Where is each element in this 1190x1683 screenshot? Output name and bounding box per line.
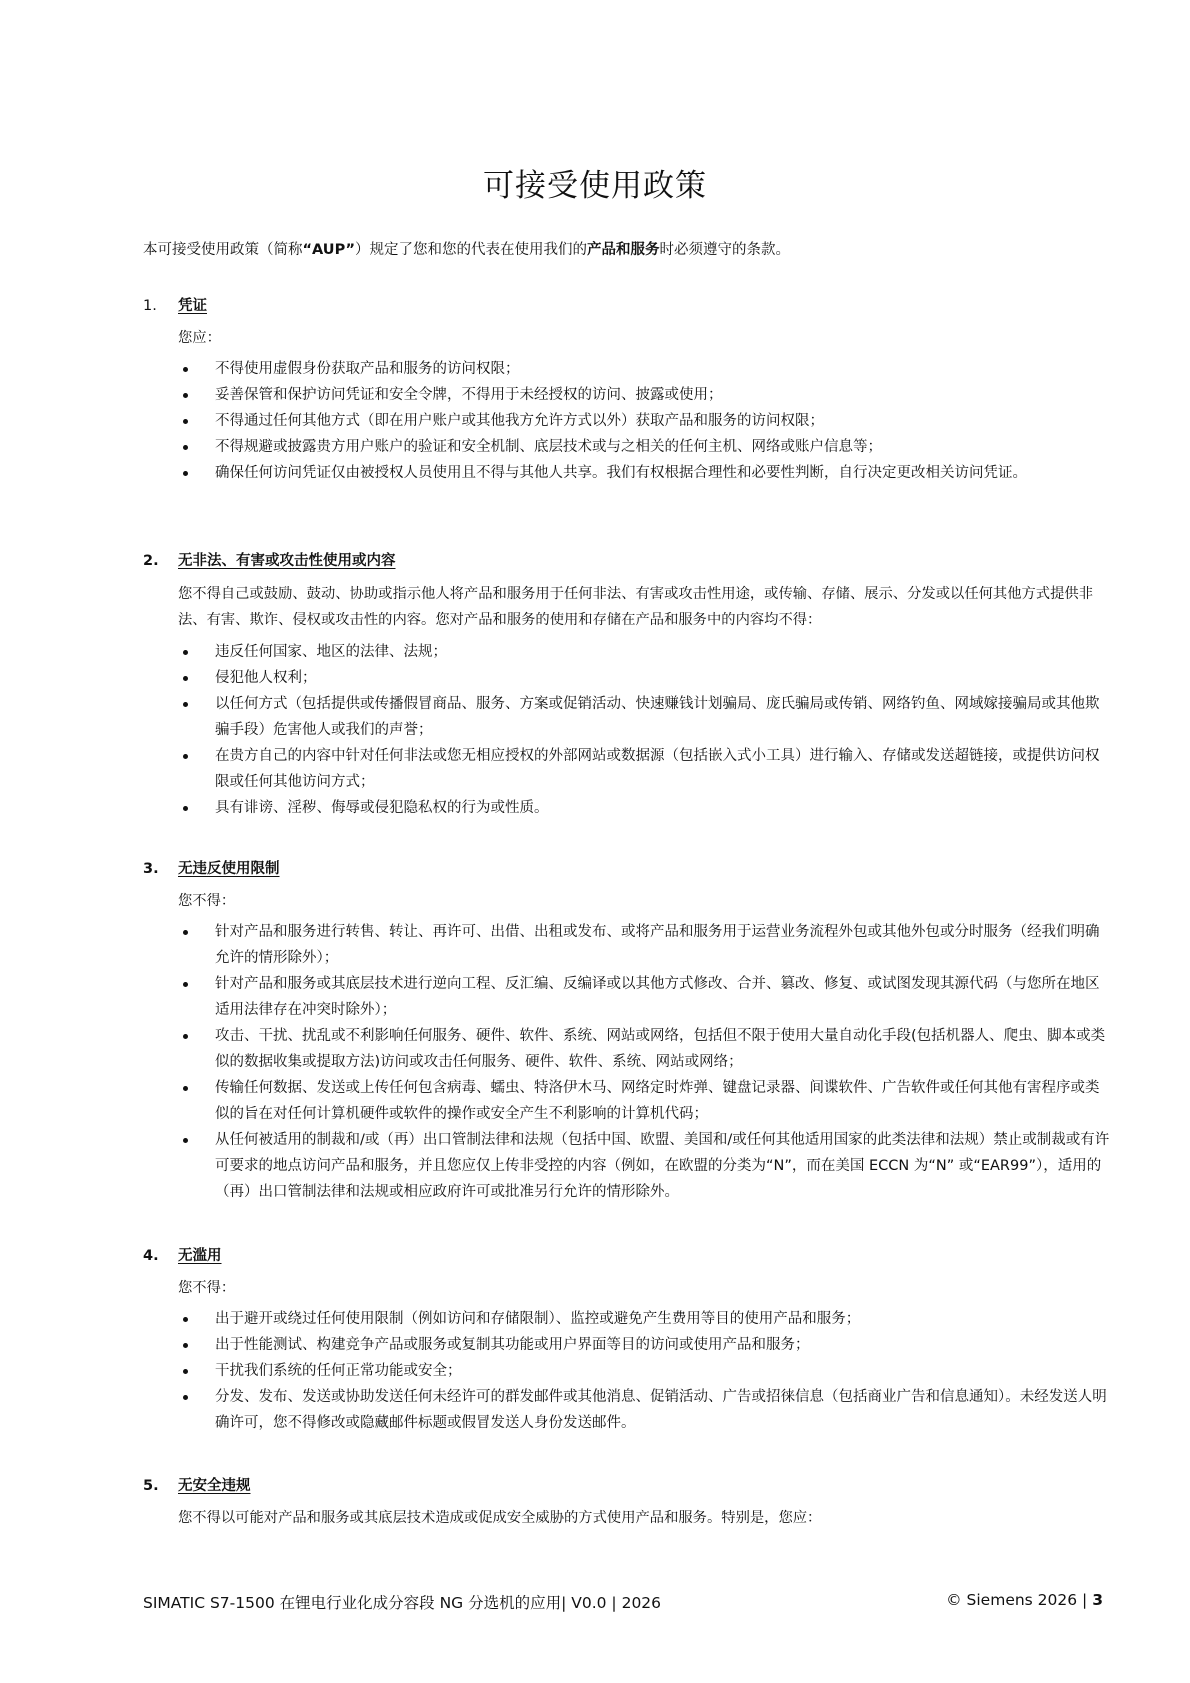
section-title: 无滥用 — [178, 1248, 222, 1264]
list-item — [143, 382, 1111, 408]
bullet-list — [143, 1306, 1107, 1436]
section-5 — [143, 1474, 1103, 1530]
list-item — [143, 971, 1111, 1023]
section-number: 2. — [143, 553, 159, 569]
list-item — [143, 1075, 1111, 1127]
section-heading — [143, 857, 1103, 881]
bullet-icon — [183, 754, 188, 759]
list-item-text: 确保任何访问凭证仅由被授权人员使用且不得与其他人共享。我们有权根据合理性和必要性判断，自行决定更改相关访问凭证。 — [215, 465, 1027, 481]
list-item — [143, 919, 1111, 971]
section-2 — [143, 549, 1103, 821]
bullet-icon — [183, 367, 188, 372]
bullet-icon — [183, 806, 188, 811]
bullet-icon — [183, 930, 188, 935]
bullet-icon — [183, 702, 188, 707]
bullet-icon — [183, 471, 188, 476]
bullet-icon — [183, 982, 188, 987]
bullet-icon — [183, 1369, 188, 1374]
list-item-text: 妥善保管和保护访问凭证和安全令牌，不得用于未经授权的访问、披露或使用； — [215, 387, 723, 403]
intro-text-post: 时必须遵守的条款。 — [659, 242, 791, 258]
bullet-icon — [183, 1138, 188, 1143]
page-footer — [143, 1591, 1103, 1613]
list-item — [143, 1384, 1111, 1436]
page-title: 可接受使用政策 — [483, 168, 707, 204]
section-4 — [143, 1244, 1107, 1436]
list-item — [143, 795, 1111, 821]
bullet-icon — [183, 445, 188, 450]
section-heading — [143, 1474, 1103, 1498]
list-item — [143, 1332, 1111, 1358]
footer-copyright — [946, 1591, 1103, 1613]
bullet-icon — [183, 393, 188, 398]
section-heading — [143, 1244, 1103, 1268]
intro-abbr: “AUP” — [302, 242, 356, 258]
list-item — [143, 1023, 1111, 1075]
list-item — [143, 665, 1111, 691]
intro-bold-term: 产品和服务 — [587, 242, 660, 258]
footer-copyright-text: © Siemens 2026 | — [946, 1591, 1093, 1609]
list-item-text: 具有诽谤、淫秽、侮辱或侵犯隐私权的行为或性质。 — [215, 800, 549, 816]
list-item-text: 在贵方自己的内容中针对任何非法或您无相应授权的外部网站或数据源（包括嵌入式小工具）进行输入、存储或发送超链接，或提供访问权限或任何其他访问方式； — [215, 748, 1100, 790]
section-heading — [143, 294, 1103, 318]
list-item-text: 传输任何数据、发送或上传任何包含病毒、蠕虫、特洛伊木马、网络定时炸弹、键盘记录器、间谍软件、广告软件或任何其他有害程序或类似的旨在对任何计算机硬件或软件的操作或安全产生不利影响的计算机代码； — [215, 1080, 1100, 1122]
list-item-text: 分发、发布、发送或协助发送任何未经许可的群发邮件或其他消息、促销活动、广告或招徕信息（包括商业广告和信息通知）。未经发送人明确许可，您不得修改或隐藏邮件标题或假冒发送人身份发送邮件。 — [215, 1389, 1107, 1431]
section-number: 3. — [143, 861, 159, 877]
list-item-text: 干扰我们系统的任何正常功能或安全； — [215, 1363, 462, 1379]
list-item — [143, 460, 1111, 486]
page-number: 3 — [1092, 1591, 1103, 1609]
bullet-list — [143, 639, 1103, 821]
list-item-text: 以任何方式（包括提供或传播假冒商品、服务、方案或促销活动、快速赚钱计划骗局、庞氏骗局或传销、网络钓鱼、网域嫁接骗局或其他欺骗手段）危害他人或我们的声誉； — [215, 696, 1100, 738]
list-item-text: 针对产品和服务进行转售、转让、再许可、出借、出租或发布、或将产品和服务用于运营业务流程外包或其他外包或分时服务（经我们明确允许的情形除外）； — [215, 924, 1100, 966]
list-item — [143, 1306, 1111, 1332]
list-item-text: 不得通过任何其他方式（即在用户账户或其他我方允许方式以外）获取产品和服务的访问权限； — [215, 413, 824, 429]
section-number: 4. — [143, 1248, 159, 1264]
bullet-icon — [183, 650, 188, 655]
list-item — [143, 434, 1111, 460]
intro-text-pre: 本可接受使用政策（简称 — [143, 242, 303, 258]
list-item — [143, 639, 1111, 665]
section-title: 无非法、有害或攻击性使用或内容 — [178, 553, 396, 569]
list-item — [143, 691, 1111, 743]
bullet-icon — [183, 1034, 188, 1039]
section-title: 无安全违规 — [178, 1478, 251, 1494]
bullet-icon — [183, 1395, 188, 1400]
section-number: 1. — [143, 298, 157, 314]
bullet-list — [143, 356, 1103, 486]
section-heading — [143, 549, 1103, 573]
section-3 — [143, 857, 1110, 1205]
list-item — [143, 356, 1111, 382]
intro-text-mid: ）规定了您和您的代表在使用我们的 — [355, 242, 588, 258]
list-item-text: 不得使用虚假身份获取产品和服务的访问权限； — [215, 361, 520, 377]
section-1 — [143, 294, 1103, 486]
section-lead: 您不得自己或鼓励、鼓动、协助或指示他人将产品和服务用于任何非法、有害或攻击性用途，或传输、存储、展示、分发或以任何其他方式提供非法、有害、欺诈、侵权或攻击性的内容。您对产品和服务的使用和存储在产品和服务中的内容均不得： — [178, 586, 1093, 628]
section-lead: 您应： — [178, 330, 221, 346]
list-item-text: 不得规避或披露贵方用户账户的验证和安全机制、底层技术或与之相关的任何主机、网络或账户信息等； — [215, 439, 882, 455]
list-item — [143, 1358, 1111, 1384]
section-lead: 您不得以可能对产品和服务或其底层技术造成或促成安全威胁的方式使用产品和服务。特别是，您应： — [178, 1510, 822, 1526]
list-item-text: 出于避开或绕过任何使用限制（例如访问和存储限制）、监控或避免产生费用等目的使用产品和服务； — [215, 1311, 861, 1327]
list-item — [143, 408, 1111, 434]
section-number: 5. — [143, 1478, 159, 1494]
list-item — [143, 1127, 1111, 1205]
list-item — [143, 743, 1111, 795]
list-item-text: 侵犯他人权利； — [215, 670, 317, 686]
list-item-text: 攻击、干扰、扰乱或不利影响任何服务、硬件、软件、系统、网站或网络，包括但不限于使用大量自动化手段(包括机器人、爬虫、脚本或类似的数据收集或提取方法)访问或攻击任何服务、硬件、软件、系统、网站或网络； — [215, 1028, 1106, 1070]
list-item-text: 出于性能测试、构建竞争产品或服务或复制其功能或用户界面等目的访问或使用产品和服务； — [215, 1337, 810, 1353]
section-title: 无违反使用限制 — [178, 861, 280, 877]
list-item-text: 从任何被适用的制裁和/或（再）出口管制法律和法规（包括中国、欧盟、美国和/或任何其他适用国家的此类法律和法规）禁止或制裁或有许可要求的地点访问产品和服务，并且您应仅上传非受控的内容（例如，在欧盟的分类为“N”，而在美国 ECCN 为“N” 或“EAR99”），适用的（再）出口管制法律和法规或相应政府许可或批准另行允许的情形除外。 — [215, 1132, 1110, 1200]
bullet-list — [143, 919, 1110, 1205]
section-title: 凭证 — [178, 298, 207, 314]
section-lead: 您不得： — [178, 893, 236, 909]
bullet-icon — [183, 1343, 188, 1348]
section-lead: 您不得： — [178, 1280, 236, 1296]
list-item-text: 违反任何国家、地区的法律、法规； — [215, 644, 447, 660]
list-item-text: 针对产品和服务或其底层技术进行逆向工程、反汇编、反编译或以其他方式修改、合并、篡改、修复、或试图发现其源代码（与您所在地区适用法律存在冲突时除外）； — [215, 976, 1100, 1018]
footer-document-info: SIMATIC S7-1500 在锂电行业化成分容段 NG 分选机的应用| V0.0 | 2026 — [143, 1594, 662, 1612]
bullet-icon — [183, 419, 188, 424]
bullet-icon — [183, 676, 188, 681]
bullet-icon — [183, 1086, 188, 1091]
bullet-icon — [183, 1317, 188, 1322]
intro-paragraph — [143, 239, 1103, 261]
